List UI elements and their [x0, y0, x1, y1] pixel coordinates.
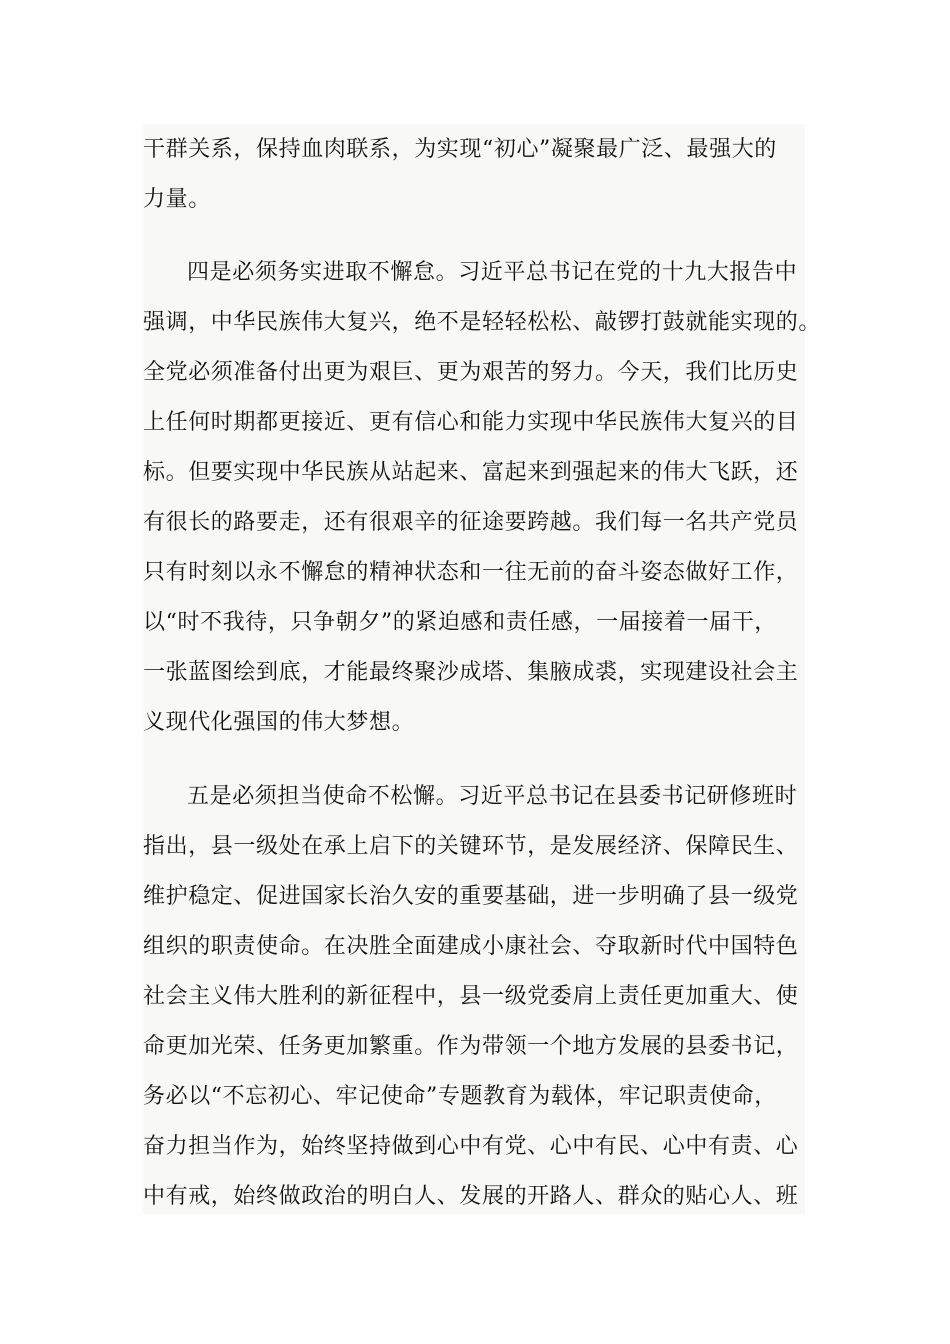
text-line-content: 强调，中华民族伟大复兴，绝不是轻轻松松、敲锣打鼓就能实现的。	[143, 310, 822, 335]
text-line: 奋力担当作为，始终坚持做到心中有党、心中有民、心中有责、心	[143, 1134, 799, 1159]
paragraph-continuation	[143, 125, 805, 225]
text-line: 义现代化强国的伟大梦想。	[143, 710, 415, 735]
text-line: 全党必须准备付出更为艰巨、更为艰苦的努力。今天，我们比历史	[143, 360, 799, 385]
text-line: 维护稳定、促进国家长治久安的重要基础，进一步明确了县一级党	[143, 884, 799, 909]
text-line: 标。但要实现中华民族从站起来、富起来到强起来的伟大飞跃，还	[143, 460, 799, 485]
text-line: 干群关系，保持血肉联系，为实现“初心”凝聚最广泛、最强大的	[143, 137, 777, 162]
text-line: 中有戒，始终做政治的明白人、发展的开路人、群众的贴心人、班	[143, 1184, 799, 1209]
text-line: 力量。	[143, 187, 211, 212]
paragraph-point-four	[143, 248, 822, 748]
paragraph-point-five	[143, 772, 805, 1222]
text-line: 组织的职责使命。在决胜全面建成小康社会、夺取新时代中国特色	[143, 934, 799, 959]
text-line	[143, 298, 822, 348]
text-line: 上任何时期都更接近、更有信心和能力实现中华民族伟大复兴的目	[143, 410, 799, 435]
text-line: 指出，县一级处在承上启下的关键环节，是发展经济、保障民生、	[143, 834, 799, 859]
text-line: 有很长的路要走，还有很艰辛的征途要跨越。我们每一名共产党员	[143, 510, 799, 535]
text-line: 只有时刻以永不懈怠的精神状态和一往无前的奋斗姿态做好工作，	[143, 560, 799, 585]
text-line: 四是必须务实进取不懈怠。习近平总书记在党的十九大报告中	[187, 260, 798, 285]
text-line: 以“时不我待，只争朝夕”的紧迫感和责任感，一届接着一届干，	[143, 610, 777, 635]
text-line: 一张蓝图绘到底，才能最终聚沙成塔、集腋成裘，实现建设社会主	[143, 660, 799, 685]
text-line: 社会主义伟大胜利的新征程中，县一级党委肩上责任更加重大、使	[143, 984, 799, 1009]
text-line: 五是必须担当使命不松懈。习近平总书记在县委书记研修班时	[187, 784, 798, 809]
text-line: 命更加光荣、任务更加繁重。作为带领一个地方发展的县委书记，	[143, 1034, 799, 1059]
text-line: 务必以“不忘初心、牢记使命”专题教育为载体，牢记职责使命，	[143, 1084, 777, 1109]
text-block	[143, 124, 822, 1214]
